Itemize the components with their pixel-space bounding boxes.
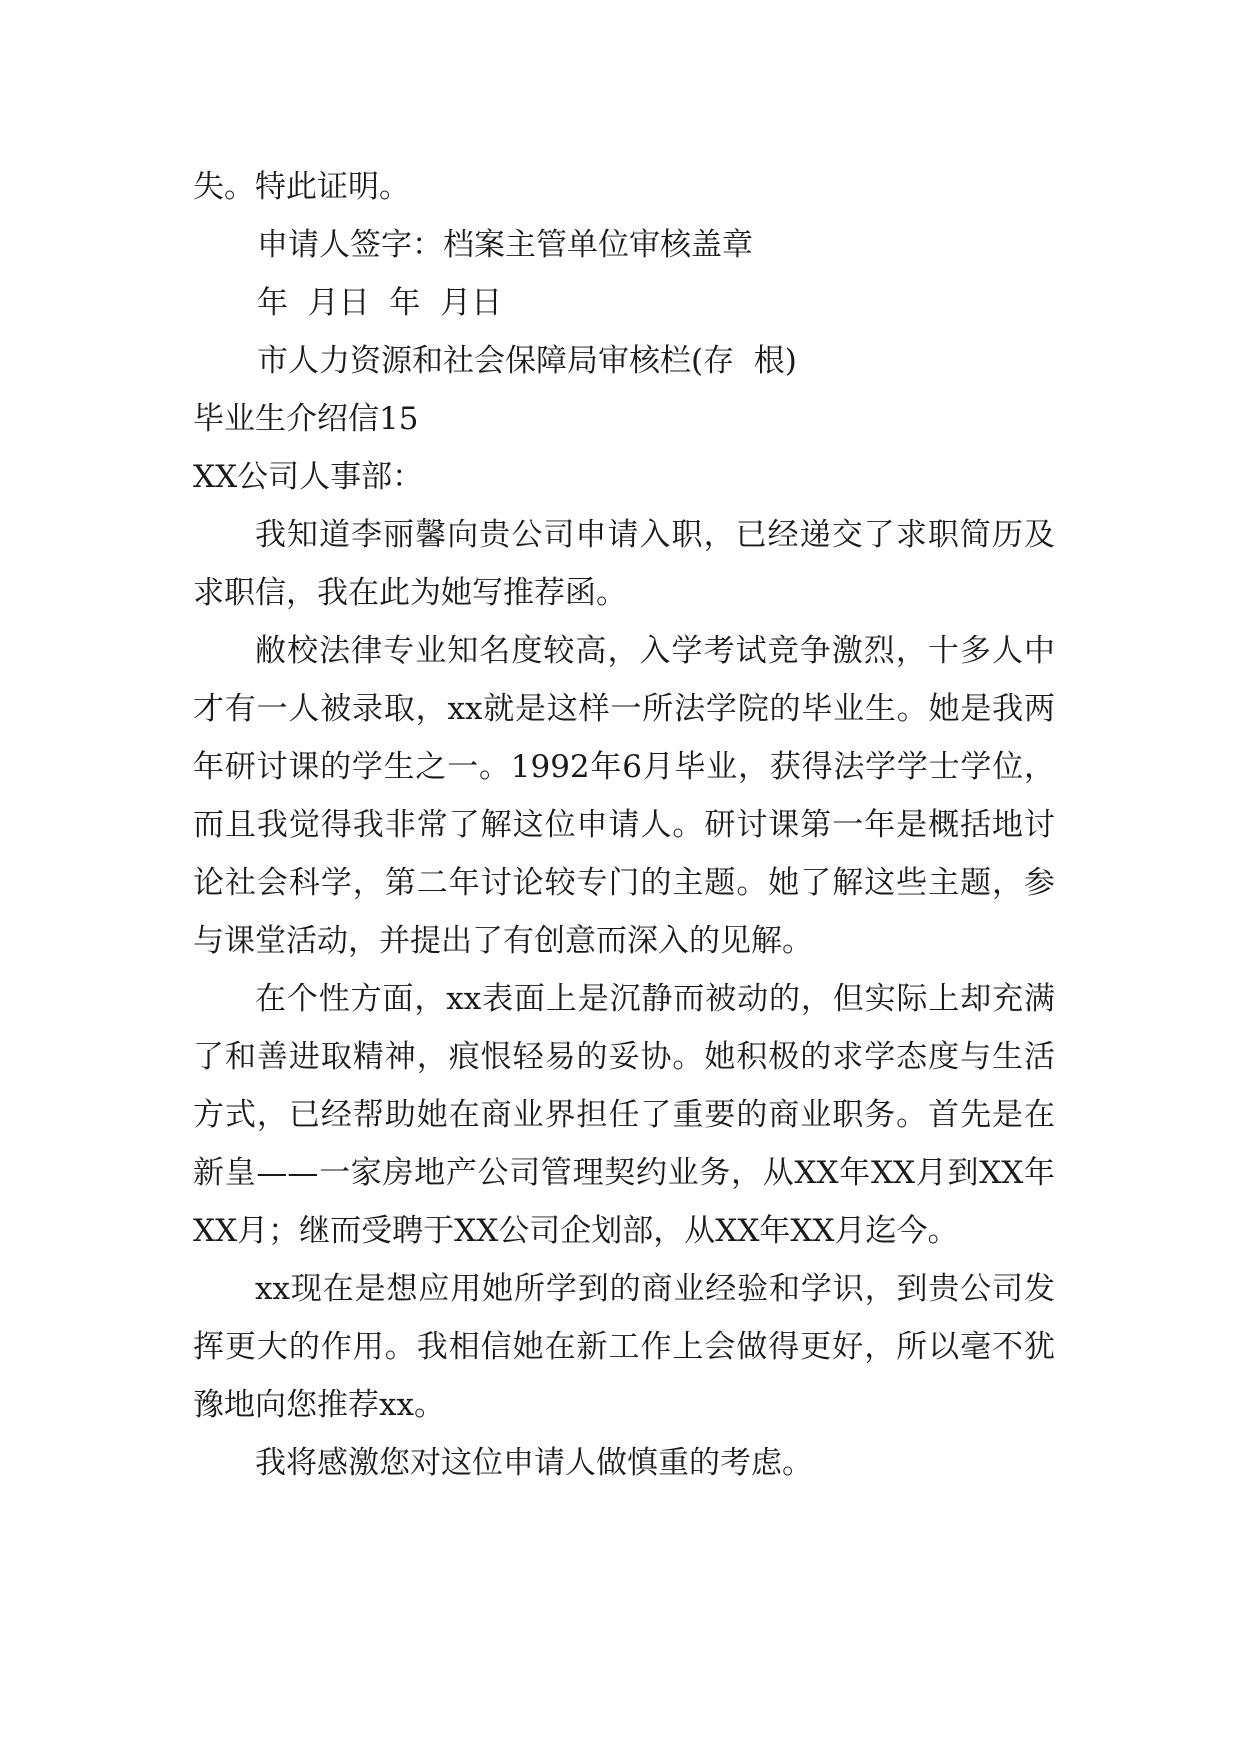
bureau-review-line: 市人力资源和社会保障局审核栏(存 根) [257,343,797,379]
body-paragraph-4: xx现在是想应用她所学到的商业经验和学识，到贵公司发挥更大的作用。我相信她在新工作上会做得更好，所以毫不犹豫地向您推荐xx。 [193,1271,1055,1423]
body-paragraph-3: 在个性方面，xx表面上是沉静而被动的，但实际上却充满了和善进取精神，痕恨轻易的妥协。她积极的求学态度与生活方式，已经帮助她在商业界担任了重要的商业职务。首先是在新皇——一家房地产公司管理契约业务，从XX年XX月到XX年XX月；继而受聘于XX公司企划部，从XX年XX月迄今。 [193,981,1055,1249]
date-line: 年 月日 年 月日 [257,285,503,321]
body-paragraph-5: 我将感激您对这位申请人做慎重的考虑。 [255,1445,813,1481]
signature-line: 申请人签字：档案主管单位审核盖章 [257,227,753,263]
body-paragraph-2: 敝校法律专业知名度较高，入学考试竞争激烈，十多人中才有一人被录取，xx就是这样一所法学院的毕业生。她是我两年研讨课的学生之一。1992年6月毕业，获得法学学士学位，而且我觉得我非常了解这位申请人。研讨课第一年是概括地讨论社会科学，第二年讨论较专门的主题。她了解这些主题，参与课堂活动，并提出了有创意而深入的见解。 [193,633,1055,959]
body-paragraph-1: 我知道李丽馨向贵公司申请入职，已经递交了求职简历及求职信，我在此为她写推荐函。 [193,517,1055,611]
letter-salutation: XX公司人事部： [193,459,424,495]
letter-heading: 毕业生介绍信15 [193,401,419,437]
closing-tail-text: 失。特此证明。 [193,169,410,205]
document-page [193,158,1055,1492]
